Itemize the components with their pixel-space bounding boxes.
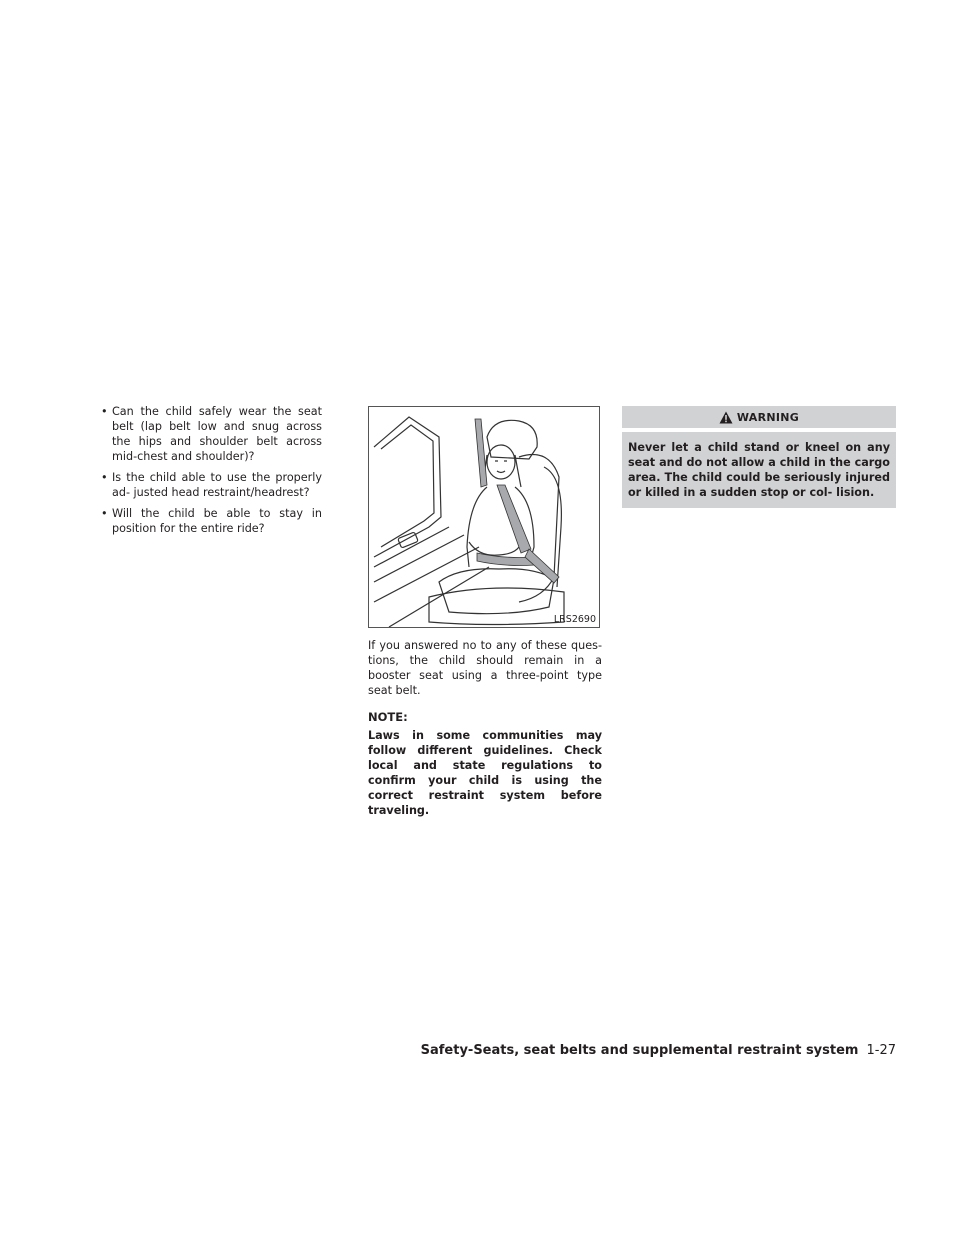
page-footer (420, 1043, 896, 1058)
note-text: Laws in some communities may follow different guidelines. Check local and state regulations to confirm your child is using the correct restraint system before traveling. (368, 729, 602, 817)
list-item: • Will the child be able to stay in position for the entire ride? (100, 506, 322, 536)
child-seatbelt-illustration (368, 406, 600, 628)
note-heading: NOTE: (368, 710, 408, 724)
list-item: • Can the child safely wear the seat belt (lap belt low and snug across the hips and shoulder belt across mid-chest and shoulder)? (100, 404, 322, 464)
answer-paragraph: If you answered no to any of these ques- tions, the child should remain in a booster seat using a three-point type seat belt. (368, 639, 602, 697)
figure-code: LRS2690 (553, 614, 596, 625)
question-list (100, 404, 322, 536)
bullet-column (100, 404, 322, 542)
warning-heading: WARNING (736, 410, 800, 424)
page-number: 1-27 (866, 1043, 896, 1058)
warning-icon (719, 411, 733, 424)
warning-text: Never let a child stand or kneel on any seat and do not allow a child in the cargo area. The child could be seriously injured or killed in a sudden stop or col- lision. (622, 432, 896, 508)
footer-section-title: Safety-Seats, seat belts and supplemental restraint system (420, 1043, 859, 1058)
warning-header (622, 406, 896, 428)
figure-column (368, 406, 602, 818)
warning-column (622, 406, 896, 508)
illustration-drawing (369, 407, 599, 627)
list-item: • Is the child able to use the properly ad- justed head restraint/headrest? (100, 470, 322, 500)
